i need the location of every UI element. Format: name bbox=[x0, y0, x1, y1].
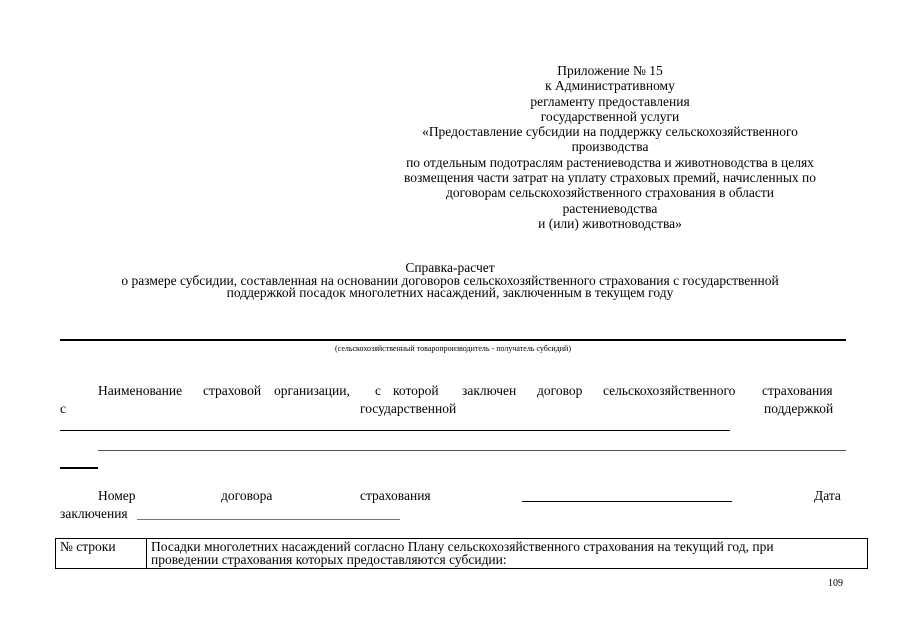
insurer-word: поддержкой bbox=[764, 401, 834, 416]
appendix-line: и (или) животноводства» bbox=[538, 215, 682, 231]
appendix-line: производства bbox=[571, 139, 649, 155]
appendix-header bbox=[300, 63, 905, 231]
insurer-word: сельскохозяйственного bbox=[603, 383, 736, 398]
appendix-line: по отдельным подотраслям растениеводства и животноводства в целях bbox=[406, 154, 814, 170]
insurer-name-field-line-2[interactable] bbox=[98, 450, 846, 451]
planting-table bbox=[55, 538, 868, 569]
insurer-word: Наименование bbox=[98, 383, 183, 398]
table-header-row-number: № строки bbox=[56, 539, 147, 569]
title-heading: Справка-расчет bbox=[405, 260, 495, 275]
contract-date-field-line[interactable] bbox=[137, 519, 400, 520]
table-header-text-line: Посадки многолетних насаждений согласно Плану сельскохозяйственного страхования на текущий год, при bbox=[151, 539, 774, 554]
appendix-line: «Предоставление субсидии на поддержку сельскохозяйственного bbox=[422, 124, 798, 140]
recipient-caption: (сельскохозяйственный товаропроизводитель - получатель субсидий) bbox=[335, 344, 571, 353]
contract-word: Номер bbox=[98, 488, 136, 503]
table-header-text-line: проведении страхования которых предоставляются субсидии: bbox=[151, 552, 507, 567]
insurer-word: организации, bbox=[274, 383, 350, 398]
document-title bbox=[40, 262, 860, 300]
appendix-line: Приложение № 15 bbox=[557, 63, 663, 78]
title-line: о размере субсидии, составленная на основании договоров сельскохозяйственного страхования с государственной bbox=[121, 272, 779, 288]
insurer-word: с bbox=[60, 401, 66, 416]
contract-date-label: заключения bbox=[60, 506, 128, 521]
appendix-line: договорам сельскохозяйственного страхования в области bbox=[446, 185, 774, 201]
contract-word: страхования bbox=[360, 488, 431, 503]
insurer-word: с bbox=[375, 383, 381, 398]
appendix-line: государственной услуги bbox=[540, 108, 680, 124]
insurer-name-field-line-3[interactable] bbox=[60, 467, 98, 469]
appendix-line: растениеводства bbox=[562, 200, 658, 216]
insurer-word: заключен bbox=[462, 383, 517, 398]
contract-word: Дата bbox=[814, 488, 841, 503]
title-line: поддержкой посадок многолетних насаждений, заключенным в текущем году bbox=[226, 285, 674, 300]
insurer-word: государственной bbox=[360, 401, 457, 416]
insurer-word: страховой bbox=[203, 383, 262, 398]
appendix-line: возмещения части затрат на уплату страховых премий, начисленных по bbox=[404, 170, 816, 186]
page-number: 109 bbox=[828, 578, 843, 589]
appendix-line: регламенту предоставления bbox=[530, 93, 690, 109]
insurer-word: страхования bbox=[762, 383, 833, 398]
table-header-plantings bbox=[147, 539, 868, 569]
insurer-word: которой bbox=[393, 383, 439, 398]
table-header-row bbox=[56, 539, 868, 569]
contract-word: договора bbox=[221, 488, 273, 503]
insurer-name-field-line[interactable] bbox=[60, 430, 730, 431]
appendix-line: к Административному bbox=[545, 78, 675, 94]
recipient-field-line[interactable] bbox=[60, 339, 846, 341]
insurer-word: договор bbox=[537, 383, 583, 398]
contract-number-field-line[interactable] bbox=[522, 501, 732, 502]
